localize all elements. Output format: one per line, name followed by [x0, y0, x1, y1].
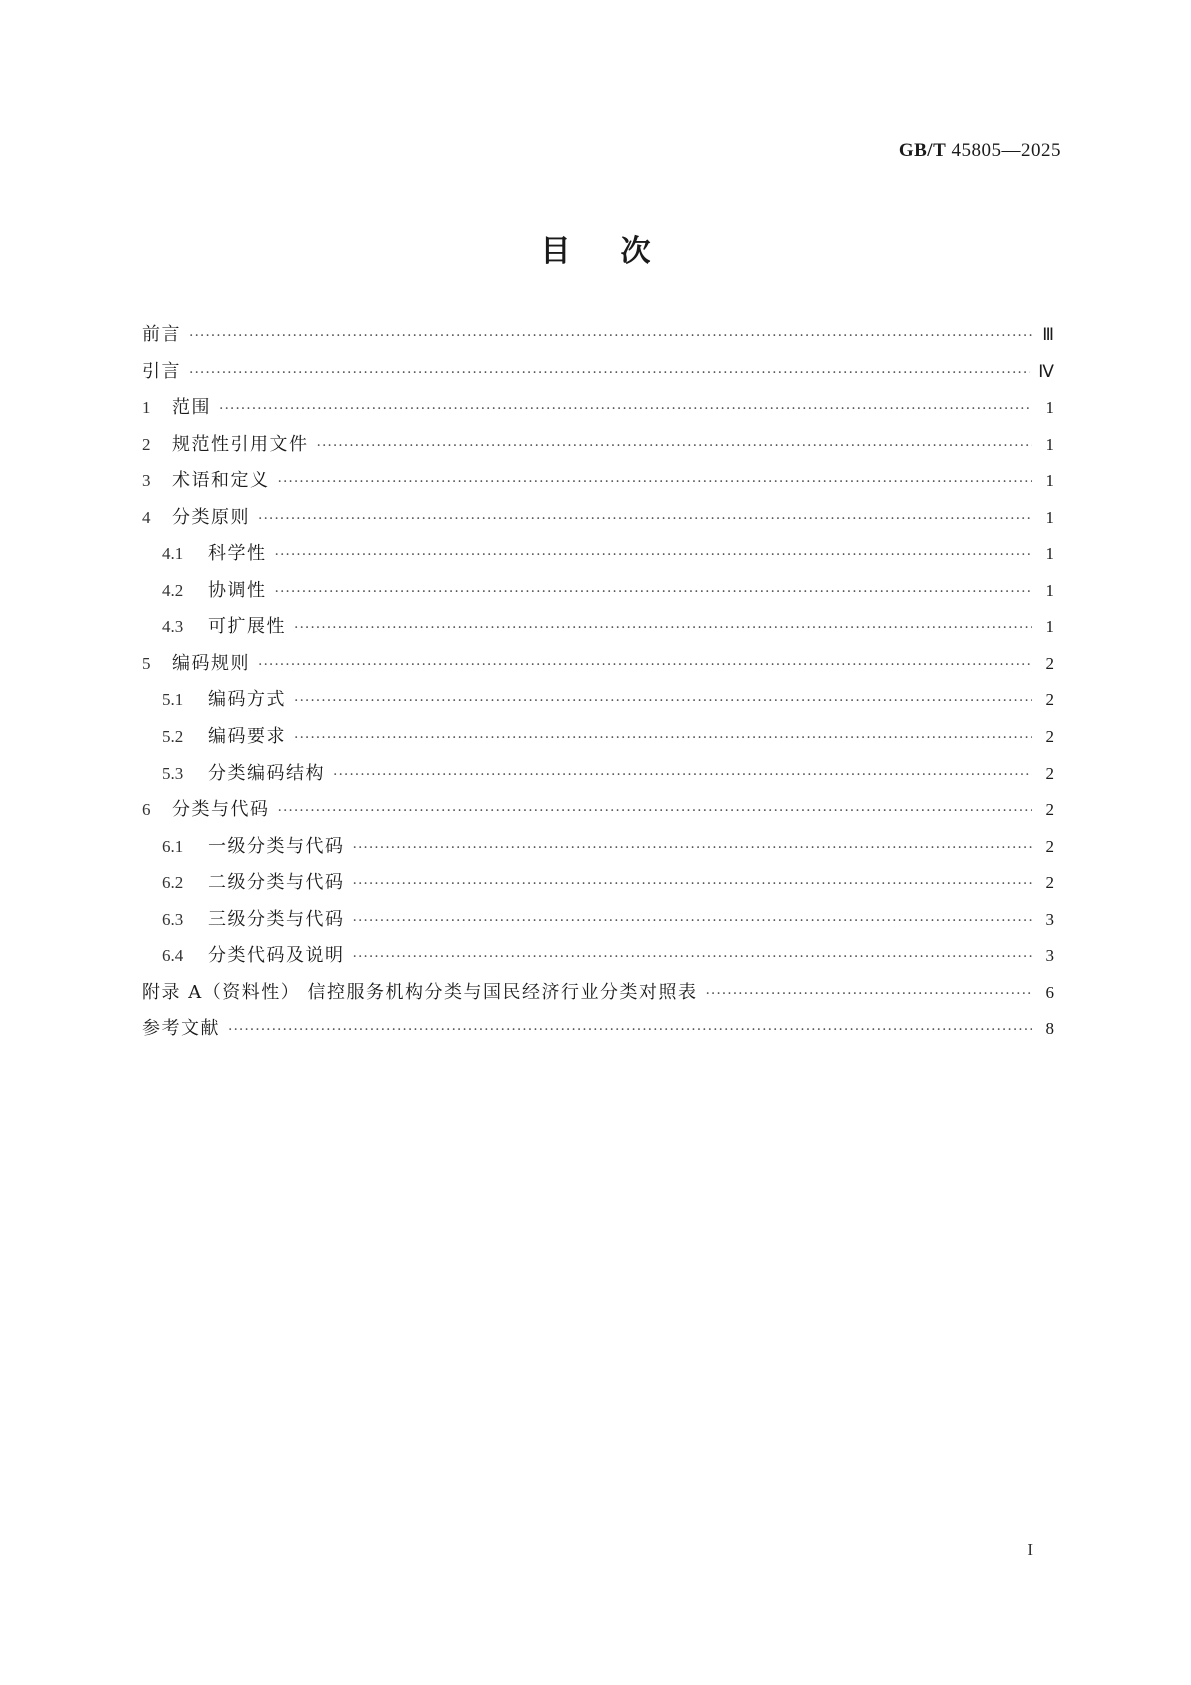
toc-entry-number: 6.2	[162, 873, 184, 893]
toc-entry[interactable]	[142, 503, 1054, 540]
toc-entry-label: 术语和定义	[172, 470, 270, 492]
toc-entry-number: 3	[142, 471, 151, 491]
toc-entry-label: 范围	[172, 397, 211, 419]
toc-entry-page: Ⅲ	[1042, 325, 1054, 344]
dot-leader	[294, 693, 1032, 709]
toc-entry-page: 2	[1045, 763, 1054, 783]
toc-entry-label: 编码要求	[208, 726, 286, 748]
toc-entry-page: 1	[1045, 617, 1054, 637]
toc-entry-page: 2	[1045, 727, 1054, 747]
toc-entry-page: 1	[1045, 471, 1054, 491]
toc-entry[interactable]	[142, 320, 1054, 357]
toc-entry-page: 8	[1045, 1019, 1054, 1039]
toc-entry-number: 4.2	[162, 580, 184, 600]
toc-entry-label: 参考文献	[142, 1018, 220, 1040]
toc-entry-label: 编码方式	[208, 689, 286, 711]
toc-entry[interactable]	[142, 868, 1054, 905]
dot-leader	[219, 401, 1032, 417]
toc-entry-label: 分类与代码	[172, 799, 270, 821]
toc-entry-label: 一级分类与代码	[208, 835, 345, 857]
dot-leader	[228, 1022, 1032, 1038]
toc-entry-label: 二级分类与代码	[208, 872, 345, 894]
dot-leader	[294, 620, 1032, 636]
dot-leader	[189, 365, 1030, 381]
toc-entry-page: 1	[1045, 398, 1054, 418]
dot-leader	[258, 657, 1032, 673]
toc-entry-page: 2	[1045, 690, 1054, 710]
toc-title: 目次	[540, 234, 701, 269]
dot-leader	[275, 584, 1033, 600]
toc-entry-page: 2	[1045, 836, 1054, 856]
standard-code	[899, 140, 1061, 162]
toc-entry-label: 编码规则	[172, 652, 250, 674]
dot-leader	[353, 949, 1033, 965]
dot-leader	[317, 438, 1033, 454]
toc-entry-page: 2	[1045, 653, 1054, 673]
toc-entry-number: 4.1	[162, 544, 184, 564]
toc-entry-page: 1	[1045, 507, 1054, 527]
toc-entry-page: 1	[1045, 434, 1054, 454]
toc-entry[interactable]	[142, 832, 1054, 869]
toc-entry[interactable]	[142, 539, 1054, 576]
toc-entry-number: 4	[142, 507, 151, 527]
dot-leader	[278, 803, 1033, 819]
toc-entry[interactable]	[142, 576, 1054, 613]
toc-entry[interactable]	[142, 357, 1054, 394]
toc-entry[interactable]	[142, 649, 1054, 686]
toc-entry[interactable]	[142, 430, 1054, 467]
toc-entry-number: 6.3	[162, 909, 184, 929]
toc-entry-number: 5.3	[162, 763, 184, 783]
toc-entry-number: 6.1	[162, 836, 184, 856]
dot-leader	[353, 876, 1033, 892]
dot-leader	[294, 730, 1032, 746]
toc-entry-label: 三级分类与代码	[208, 908, 345, 930]
dot-leader	[189, 328, 1032, 344]
toc-entry[interactable]	[142, 612, 1054, 649]
toc-entry-page: 1	[1045, 580, 1054, 600]
toc-entry-page: 2	[1045, 873, 1054, 893]
toc-entry-number: 4.3	[162, 617, 184, 637]
toc-entry-label: 规范性引用文件	[172, 433, 309, 455]
table-of-contents	[142, 320, 1054, 1051]
dot-leader	[278, 474, 1033, 490]
dot-leader	[705, 986, 1032, 1002]
toc-entry[interactable]	[142, 685, 1054, 722]
toc-entry-label: 科学性	[208, 543, 267, 565]
toc-entry-page: Ⅳ	[1038, 361, 1054, 381]
toc-entry[interactable]	[142, 393, 1054, 430]
toc-entry[interactable]	[142, 759, 1054, 796]
toc-entry-number: 1	[142, 398, 151, 418]
toc-entry[interactable]	[142, 905, 1054, 942]
toc-entry-label: 分类编码结构	[208, 762, 325, 784]
toc-entry-page: 3	[1045, 909, 1054, 929]
toc-entry[interactable]	[142, 466, 1054, 503]
toc-entry-page: 3	[1045, 946, 1054, 966]
dot-leader	[275, 547, 1033, 563]
toc-entry-page: 1	[1045, 544, 1054, 564]
dot-leader	[353, 913, 1033, 929]
toc-entry-label: 可扩展性	[208, 616, 286, 638]
dot-leader	[258, 511, 1032, 527]
toc-entry-label: 引言	[142, 360, 181, 382]
toc-entry[interactable]	[142, 722, 1054, 759]
toc-entry-number: 2	[142, 434, 151, 454]
toc-entry-number: 5	[142, 653, 151, 673]
toc-entry-number: 6	[142, 800, 151, 820]
toc-entry-number: 5.1	[162, 690, 184, 710]
footer-page-number: I	[1027, 1540, 1033, 1559]
toc-entry-number: 6.4	[162, 946, 184, 966]
standard-number: 45805—2025	[951, 140, 1061, 161]
toc-entry-label: 分类代码及说明	[208, 945, 345, 967]
toc-entry-label: 前言	[142, 324, 181, 345]
toc-entry[interactable]	[142, 978, 1054, 1015]
toc-entry-label: 协调性	[208, 579, 267, 601]
toc-entry-label: 附录 A（资料性） 信控服务机构分类与国民经济行业分类对照表	[142, 981, 698, 1003]
toc-entry[interactable]	[142, 941, 1054, 978]
toc-entry-page: 2	[1045, 800, 1054, 820]
toc-entry-label: 分类原则	[172, 506, 250, 528]
toc-entry[interactable]	[142, 795, 1054, 832]
toc-entry[interactable]	[142, 1014, 1054, 1051]
standard-prefix: GB/T	[898, 140, 947, 161]
dot-leader	[353, 840, 1033, 856]
dot-leader	[333, 767, 1032, 783]
toc-entry-number: 5.2	[162, 727, 184, 747]
toc-entry-page: 6	[1045, 982, 1054, 1002]
